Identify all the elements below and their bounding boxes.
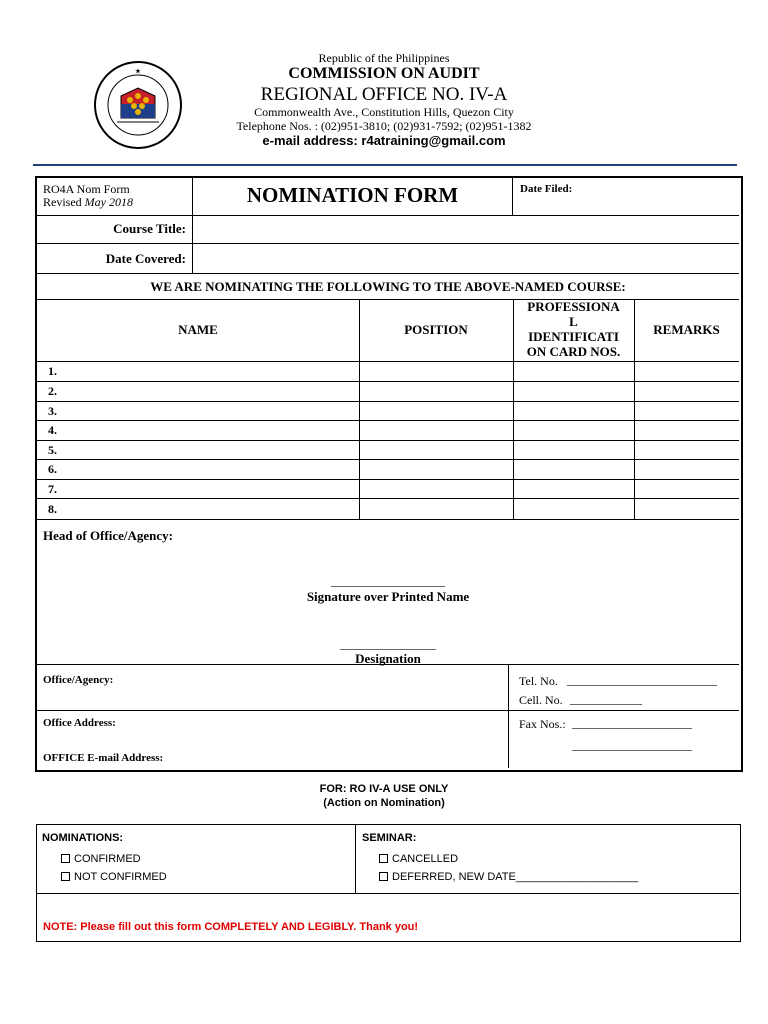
cancelled-option[interactable] [379, 853, 458, 865]
revised-line [43, 195, 133, 210]
signature-label: Signature over Printed Name [306, 589, 470, 604]
divider [508, 664, 509, 768]
divider [37, 519, 739, 520]
office-address-label: Office Address: [43, 717, 116, 729]
fax-nos-field-2[interactable]: ____________________ [572, 738, 692, 752]
course-title-field[interactable] [194, 217, 737, 242]
email-address: e-mail address: r4atraining@gmail.com [262, 133, 506, 148]
not-confirmed-label: NOT CONFIRMED [74, 871, 167, 883]
course-title-label: Course Title: [113, 221, 186, 236]
cell-no-field[interactable]: ____________ [570, 692, 642, 706]
divider [512, 178, 513, 215]
checkbox-icon[interactable] [61, 854, 70, 863]
designation-label: Designation [355, 651, 421, 666]
date-covered-label: Date Covered: [105, 251, 186, 266]
telephone-numbers: Telephone Nos. : (02)951-3810; (02)931-7592; (02)951-1382 [236, 119, 532, 133]
fax-nos-label: Fax Nos.: [519, 717, 566, 731]
divider [355, 825, 356, 893]
date-filed-label: Date Filed: [520, 183, 573, 195]
office-address: Commonwealth Ave., Constitution Hills, Quezon City [254, 105, 514, 119]
column-prc-line: ON CARD NOS. [526, 344, 621, 359]
header-rule [33, 164, 737, 166]
checkbox-icon[interactable] [61, 872, 70, 881]
row-number: 1. [48, 364, 57, 378]
row-number: 5. [48, 443, 57, 457]
row-number: 4. [48, 423, 57, 437]
column-position: POSITION [404, 322, 468, 337]
commission-heading: COMMISSION ON AUDIT [288, 65, 480, 82]
svg-text:★: ★ [135, 69, 141, 75]
divider [37, 215, 739, 216]
column-prc-line: L [569, 314, 578, 329]
column-prc-line: IDENTIFICATI [528, 329, 619, 344]
column-name: NAME [178, 322, 218, 337]
use-only-subtitle: (Action on Nomination) [323, 797, 445, 809]
checkbox-icon[interactable] [379, 872, 388, 881]
office-agency-label: Office/Agency: [43, 674, 114, 686]
row-number: 7. [48, 482, 57, 496]
use-only-title: FOR: RO IV-A USE ONLY [319, 783, 449, 795]
tel-no-field[interactable]: _________________________ [567, 673, 717, 687]
date-covered-field[interactable] [194, 245, 737, 272]
form-code: RO4A Nom Form [43, 182, 130, 196]
confirmed-option[interactable] [61, 853, 141, 865]
deferred-label: DEFERRED, NEW DATE____________________ [392, 871, 639, 883]
divider [37, 710, 739, 711]
column-prc-id [513, 299, 634, 359]
regional-office-heading: REGIONAL OFFICE NO. IV-A [260, 84, 508, 105]
row-number: 8. [48, 502, 57, 516]
column-remarks: REMARKS [653, 322, 720, 337]
nominating-statement: WE ARE NOMINATING THE FOLLOWING TO THE ABOVE-NAMED COURSE: [150, 279, 626, 294]
divider [37, 893, 739, 894]
form-title: NOMINATION FORM [246, 183, 459, 207]
confirmed-label: CONFIRMED [74, 853, 141, 865]
fax-nos-field[interactable]: ____________________ [572, 716, 692, 730]
date-filed-field[interactable] [590, 180, 736, 213]
row-number: 3. [48, 404, 57, 418]
cancelled-label: CANCELLED [392, 853, 459, 865]
revised-label: Revised [43, 195, 82, 209]
designation-line[interactable]: ________________ [340, 637, 436, 651]
head-of-office-label: Head of Office/Agency: [43, 528, 173, 543]
column-prc-line: PROFESSIONA [527, 299, 620, 314]
divider [37, 243, 739, 244]
checkbox-icon[interactable] [379, 854, 388, 863]
not-confirmed-option[interactable] [61, 871, 167, 883]
deferred-option[interactable] [379, 871, 638, 883]
republic-heading: Republic of the Philippines [318, 51, 450, 65]
office-email-label: OFFICE E-mail Address: [43, 752, 164, 764]
nominations-label: NOMINATIONS: [42, 832, 124, 844]
row-number: 6. [48, 462, 57, 476]
cell-no-label: Cell. No. [519, 693, 563, 707]
revised-date: May 2018 [84, 195, 133, 209]
divider [37, 273, 739, 274]
seminar-label: SEMINAR: [362, 832, 417, 844]
signature-line[interactable]: ___________________ [331, 574, 445, 588]
tel-no-label: Tel. No. [519, 674, 558, 688]
row-number: 2. [48, 384, 57, 398]
completion-note: NOTE: Please fill out this form COMPLETELY AND LEGIBLY. Thank you! [43, 921, 419, 933]
